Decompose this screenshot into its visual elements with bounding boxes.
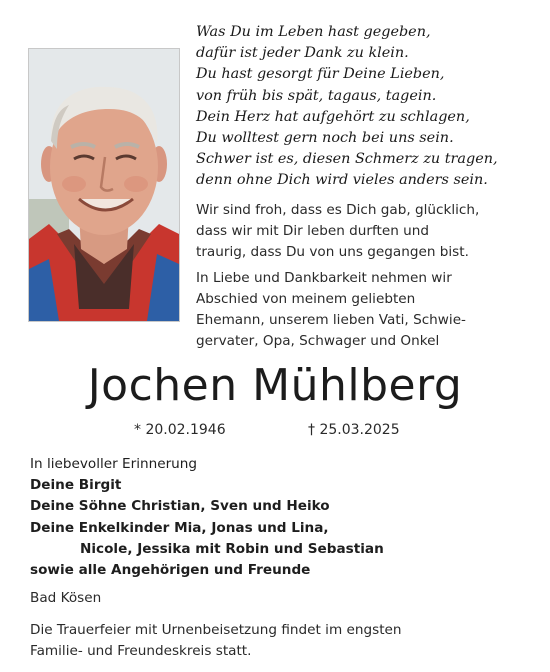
poem-line: Schwer ist es, diesen Schmerz zu tragen,: [196, 151, 498, 168]
poem: [196, 22, 536, 192]
paragraph-line: dass wir mit Dir leben durften und: [196, 223, 430, 239]
mourners-list: [30, 454, 530, 581]
mourner-line: Nicole, Jessika mit Robin und Sebastian: [80, 540, 384, 557]
paragraph-line: In Liebe und Dankbarkeit nehmen wir: [196, 270, 452, 286]
portrait-illustration: [29, 49, 179, 321]
poem-line: Du wolltest gern noch bei uns sein.: [196, 130, 454, 147]
mourner-line: Deine Enkelkinder Mia, Jonas und Lina,: [30, 519, 329, 536]
paragraph-line: traurig, dass Du von uns gegangen bist.: [196, 244, 469, 260]
paragraph-line: Wir sind froh, dass es Dich gab, glücklich,: [196, 202, 480, 218]
poem-line: dafür ist jeder Dank zu klein.: [196, 45, 409, 62]
portrait-photo: [28, 48, 180, 322]
paragraph-line: gervater, Opa, Schwager und Onkel: [196, 333, 440, 349]
notice-line: Familie- und Freundeskreis statt.: [30, 643, 252, 659]
remembrance-paragraph: [196, 200, 536, 263]
funeral-notice: [30, 620, 530, 662]
poem-line: denn ohne Dich wird vieles anders sein.: [196, 172, 488, 189]
poem-line: Was Du im Leben hast gegeben,: [196, 24, 431, 40]
mourner-line: sowie alle Angehörigen und Freunde: [30, 562, 311, 579]
poem-line: Dein Herz hat aufgehört zu schlagen,: [196, 108, 470, 125]
deceased-name: Jochen Mühlberg: [87, 360, 463, 411]
poem-line: Du hast gesorgt für Deine Lieben,: [196, 66, 445, 83]
paragraph-line: Abschied von meinem geliebten: [196, 291, 416, 307]
paragraph-line: Ehemann, unserem lieben Vati, Schwie-: [196, 312, 466, 328]
farewell-paragraph: [196, 268, 536, 352]
mourner-line: Deine Birgit: [30, 477, 122, 494]
death-date: † 25.03.2025: [308, 422, 400, 438]
birth-date: * 20.02.1946: [134, 422, 226, 438]
poem-line: von früh bis spät, tagaus, tagein.: [196, 87, 437, 104]
mourners-intro: In liebevoller Erinnerung: [30, 456, 198, 472]
notice-line: Die Trauerfeier mit Urnenbeisetzung findet im engsten: [30, 622, 402, 638]
mourner-line: Deine Söhne Christian, Sven und Heiko: [30, 498, 330, 515]
location: Bad Kösen: [30, 590, 102, 606]
